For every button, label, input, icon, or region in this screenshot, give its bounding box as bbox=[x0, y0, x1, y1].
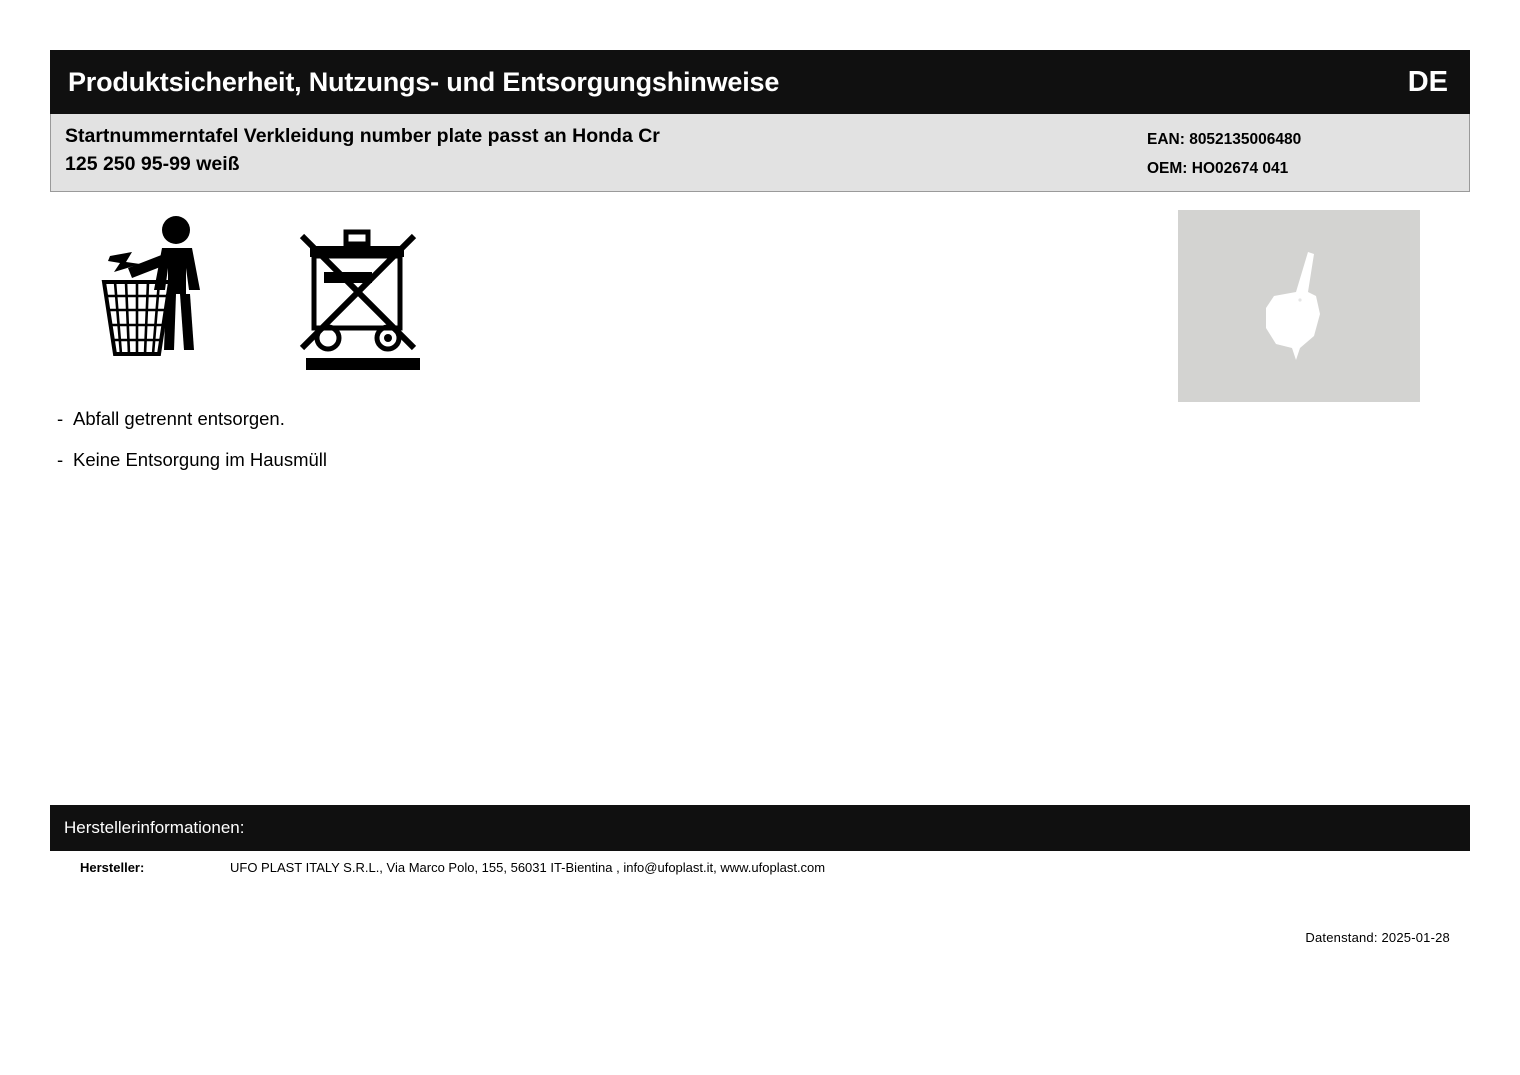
manufacturer-section-label: Herstellerinformationen: bbox=[64, 818, 245, 837]
product-name bbox=[51, 114, 1139, 191]
disposal-notes bbox=[57, 410, 957, 491]
product-name-line-2: 125 250 95-99 weiß bbox=[65, 152, 240, 175]
manufacturer-row bbox=[50, 860, 1470, 875]
product-info-band bbox=[50, 114, 1470, 192]
datestamp: Datenstand: 2025-01-28 bbox=[1305, 930, 1450, 945]
product-name-line-1: Startnummerntafel Verkleidung number plate passt an Honda Cr bbox=[65, 125, 660, 147]
page-title: Produktsicherheit, Nutzungs- und Entsorgungshinweise bbox=[68, 66, 780, 97]
note-item bbox=[57, 448, 957, 470]
note-dash: - bbox=[57, 408, 64, 429]
note-text: Abfall getrennt entsorgen. bbox=[73, 408, 285, 429]
product-ean: EAN: 8052135006480 bbox=[1147, 131, 1302, 148]
dispose-in-bin-icon bbox=[88, 210, 218, 370]
manufacturer-key: Hersteller: bbox=[80, 860, 145, 875]
crossed-out-wheelie-bin-icon bbox=[288, 210, 418, 370]
note-item bbox=[57, 410, 957, 429]
document-header bbox=[50, 50, 1470, 114]
pictogram-area bbox=[88, 210, 418, 370]
manufacturer-section-header bbox=[50, 805, 1470, 851]
note-dash: - bbox=[57, 448, 64, 470]
language-badge: DE bbox=[1407, 65, 1448, 98]
document-page bbox=[50, 50, 1470, 975]
product-photo bbox=[1178, 210, 1420, 402]
product-oem: OEM: HO02674 041 bbox=[1147, 159, 1289, 177]
manufacturer-value: UFO PLAST ITALY S.R.L., Via Marco Polo, 155, 56031 IT-Bientina , info@ufoplast.it, www.ufoplast.com bbox=[230, 860, 826, 875]
product-codes bbox=[1139, 114, 1469, 191]
note-text: Keine Entsorgung im Hausmüll bbox=[73, 448, 327, 470]
